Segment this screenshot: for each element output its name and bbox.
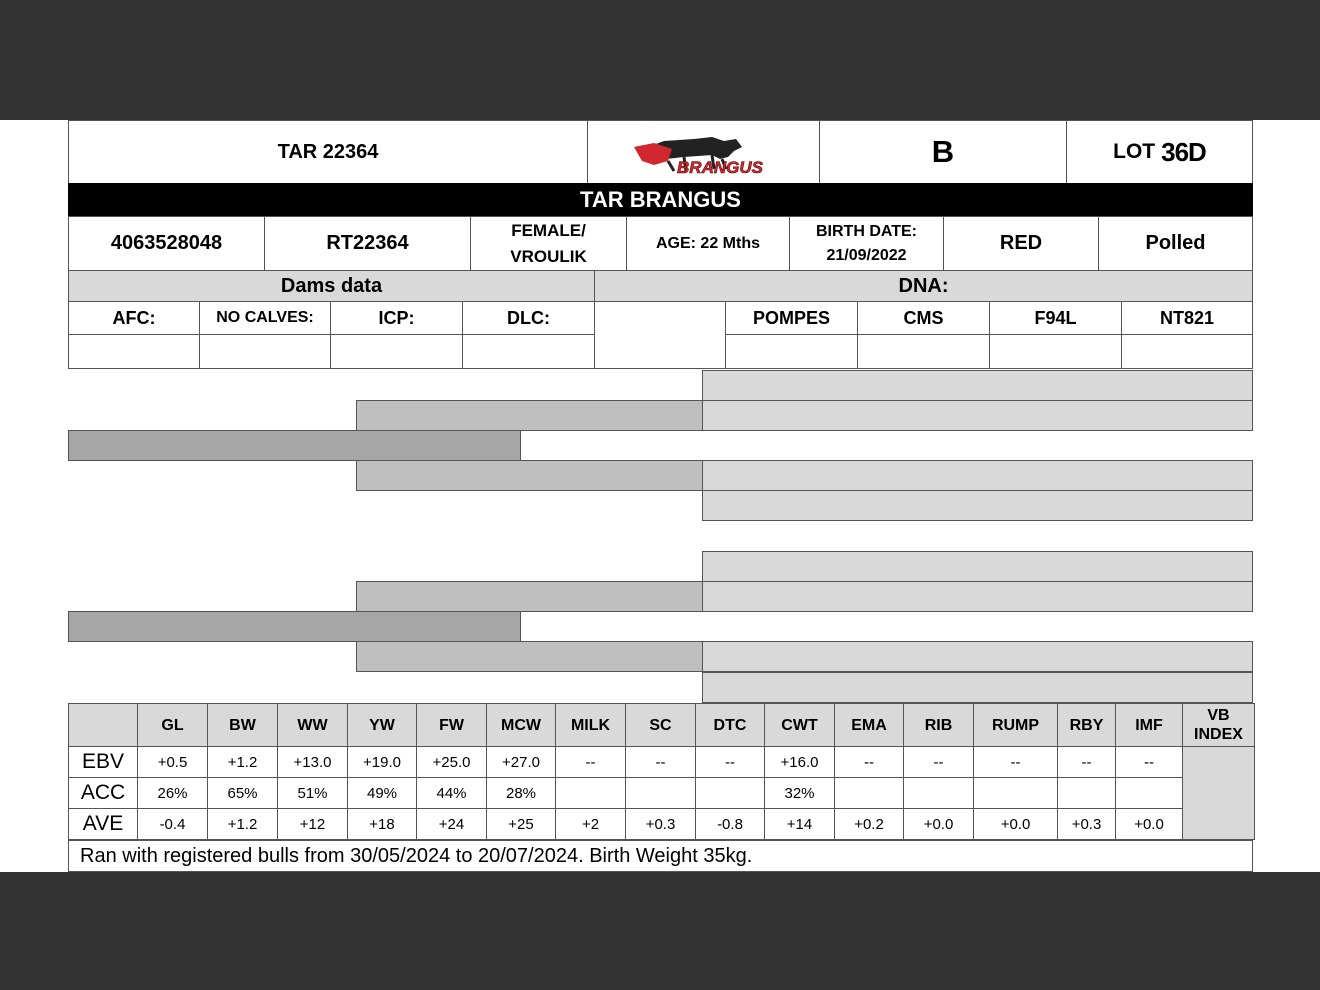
vb-index-value xyxy=(1183,747,1255,840)
sex-line1: FEMALE/ xyxy=(511,220,586,240)
pedigree-sss xyxy=(702,370,1253,401)
ave-cell: +0.0 xyxy=(1116,809,1183,840)
pedigree-sds xyxy=(702,460,1253,491)
animal-id: TAR 22364 xyxy=(277,140,379,163)
acc-cell: 26% xyxy=(138,778,208,809)
dams-header-label: ICP: xyxy=(378,307,415,328)
grade: B xyxy=(931,134,955,169)
acc-cell xyxy=(974,778,1058,809)
pedigree-sd xyxy=(356,460,703,491)
acc-cell xyxy=(835,778,904,809)
dams-value-no-calves xyxy=(199,334,331,369)
dna-header-nt821 xyxy=(1121,301,1253,335)
pedigree-dsd xyxy=(702,581,1253,612)
ebv-col-header: IMF xyxy=(1116,704,1183,747)
animal-number: 4063528048 xyxy=(110,232,223,254)
animal-number-cell xyxy=(68,216,265,271)
dams-header-label: DLC: xyxy=(507,307,550,328)
birth-label: BIRTH DATE: xyxy=(815,222,918,240)
pedigree-dds xyxy=(702,641,1253,672)
pedigree-dss xyxy=(702,551,1253,582)
horn-cell xyxy=(1098,216,1253,271)
ebv-col-header: RBY xyxy=(1058,704,1116,747)
ave-cell: +0.0 xyxy=(904,809,974,840)
age-cell xyxy=(626,216,790,271)
pedigree-ds xyxy=(356,581,703,612)
logo-text: BRANGUS xyxy=(676,158,763,177)
acc-cell xyxy=(1058,778,1116,809)
ebv-cell: -- xyxy=(626,747,696,778)
ebv-header-row xyxy=(69,704,1255,747)
ebv-cell: -- xyxy=(904,747,974,778)
banner-title: TAR BRANGUS xyxy=(580,187,741,212)
ebv-col-header: WW xyxy=(278,704,348,747)
ebv-cell: +25.0 xyxy=(417,747,487,778)
dna-value-nt821 xyxy=(1121,334,1253,369)
ave-cell: +0.3 xyxy=(626,809,696,840)
dna-header-cms xyxy=(857,301,990,335)
ebv-cell: +0.5 xyxy=(138,747,208,778)
ebv-col-header: RIB xyxy=(904,704,974,747)
row-label: ACC xyxy=(69,778,138,809)
vb-index-line1: VB xyxy=(1207,707,1230,724)
ebv-cell: -- xyxy=(1116,747,1183,778)
lot-number: 36D xyxy=(1161,136,1206,167)
ave-cell: +24 xyxy=(417,809,487,840)
row-label: AVE xyxy=(69,809,138,840)
ebv-cell: -- xyxy=(835,747,904,778)
acc-cell: 32% xyxy=(765,778,835,809)
dna-header-label: CMS xyxy=(903,307,944,328)
ebv-cell: +16.0 xyxy=(765,747,835,778)
ebv-cell: -- xyxy=(696,747,765,778)
dams-header-afc xyxy=(68,301,200,335)
dna-header-f94l xyxy=(989,301,1122,335)
ebv-col-header: DTC xyxy=(696,704,765,747)
ebv-col-header: EMA xyxy=(835,704,904,747)
ave-cell: +0.2 xyxy=(835,809,904,840)
ebv-cell: +27.0 xyxy=(487,747,556,778)
ebv-col-header: MILK xyxy=(556,704,626,747)
dams-header-label: AFC: xyxy=(112,307,156,328)
ebv-row-ebv xyxy=(69,747,1255,778)
ave-cell: +18 xyxy=(348,809,417,840)
dna-value-f94l xyxy=(989,334,1122,369)
dna-header-label: NT821 xyxy=(1159,307,1215,328)
pedigree-dd xyxy=(356,641,703,672)
animal-tag: RT22364 xyxy=(326,232,409,254)
ebv-row-acc xyxy=(69,778,1255,809)
dams-header-icp xyxy=(330,301,463,335)
ebv-table xyxy=(68,703,1255,840)
ave-cell: +12 xyxy=(278,809,348,840)
acc-cell xyxy=(556,778,626,809)
ave-cell: +0.3 xyxy=(1058,809,1116,840)
color-cell xyxy=(943,216,1099,271)
animal-id-cell xyxy=(68,120,588,184)
ebv-row-ave xyxy=(69,809,1255,840)
ebv-col-header: YW xyxy=(348,704,417,747)
dna-value-cms xyxy=(857,334,990,369)
pedigree-dam xyxy=(68,611,521,642)
dams-header-dlc xyxy=(462,301,595,335)
acc-cell: 65% xyxy=(208,778,278,809)
pedigree-ddd xyxy=(702,672,1253,703)
lot-card xyxy=(0,120,1320,872)
ebv-col-header: RUMP xyxy=(974,704,1058,747)
vb-index-header xyxy=(1183,704,1255,747)
acc-cell xyxy=(904,778,974,809)
ave-cell: -0.4 xyxy=(138,809,208,840)
ebv-col-header: CWT xyxy=(765,704,835,747)
grade-cell xyxy=(819,120,1067,184)
dna-value-pompes xyxy=(725,334,858,369)
dna-title: DNA: xyxy=(898,274,949,297)
acc-cell: 49% xyxy=(348,778,417,809)
ebv-cell: +13.0 xyxy=(278,747,348,778)
ave-cell: +14 xyxy=(765,809,835,840)
ave-cell: +0.0 xyxy=(974,809,1058,840)
acc-cell xyxy=(696,778,765,809)
acc-cell: 51% xyxy=(278,778,348,809)
breeding-note: Ran with registered bulls from 30/05/2024 to 20/07/2024. Birth Weight 35kg. xyxy=(80,844,753,867)
pedigree-ssd xyxy=(702,400,1253,431)
vb-index-line2: INDEX xyxy=(1194,726,1243,743)
ebv-corner-cell xyxy=(69,704,138,747)
ebv-cell: -- xyxy=(1058,747,1116,778)
ebv-col-header: SC xyxy=(626,704,696,747)
ave-cell: +1.2 xyxy=(208,809,278,840)
ebv-cell: -- xyxy=(556,747,626,778)
ebv-col-header: GL xyxy=(138,704,208,747)
dams-header-label: NO CALVES: xyxy=(216,309,314,326)
acc-cell: 28% xyxy=(487,778,556,809)
ebv-col-header: FW xyxy=(417,704,487,747)
pedigree-sdd xyxy=(702,490,1253,521)
dams-value-afc xyxy=(68,334,200,369)
acc-cell: 44% xyxy=(417,778,487,809)
dams-header-no-calves xyxy=(199,301,331,335)
dams-title: Dams data xyxy=(280,274,383,297)
pedigree-sire xyxy=(68,430,521,461)
dams-title-cell xyxy=(68,270,595,302)
lot-cell xyxy=(1066,120,1253,184)
ebv-cell: +1.2 xyxy=(208,747,278,778)
lot-prefix: LOT xyxy=(1113,140,1156,163)
ave-cell: +2 xyxy=(556,809,626,840)
acc-cell xyxy=(1116,778,1183,809)
birth-date-cell xyxy=(789,216,944,271)
ave-cell: +25 xyxy=(487,809,556,840)
dna-header-pompes xyxy=(725,301,858,335)
ebv-col-header: BW xyxy=(208,704,278,747)
ebv-col-header: MCW xyxy=(487,704,556,747)
ebv-cell: -- xyxy=(974,747,1058,778)
pedigree-ss xyxy=(356,400,703,431)
dna-header-label: F94L xyxy=(1034,307,1077,328)
dams-value-icp xyxy=(330,334,463,369)
birth-date: 21/09/2022 xyxy=(826,246,907,264)
ave-cell: -0.8 xyxy=(696,809,765,840)
sex-cell xyxy=(470,216,627,271)
age: AGE: 22 Mths xyxy=(655,234,760,252)
row-label: EBV xyxy=(69,747,138,778)
brangus-logo-icon xyxy=(624,127,784,177)
tag-cell xyxy=(264,216,471,271)
ebv-cell: +19.0 xyxy=(348,747,417,778)
dna-blank-cell xyxy=(594,301,726,369)
logo-cell xyxy=(587,120,820,184)
acc-cell xyxy=(626,778,696,809)
sex-line2: VROULIK xyxy=(510,246,587,266)
dna-header-label: POMPES xyxy=(752,307,831,328)
animal-color: RED xyxy=(999,232,1043,254)
banner xyxy=(68,183,1253,217)
dna-title-cell xyxy=(594,270,1253,302)
dams-value-dlc xyxy=(462,334,595,369)
note-cell xyxy=(68,840,1253,872)
horn-status: Polled xyxy=(1145,232,1206,254)
